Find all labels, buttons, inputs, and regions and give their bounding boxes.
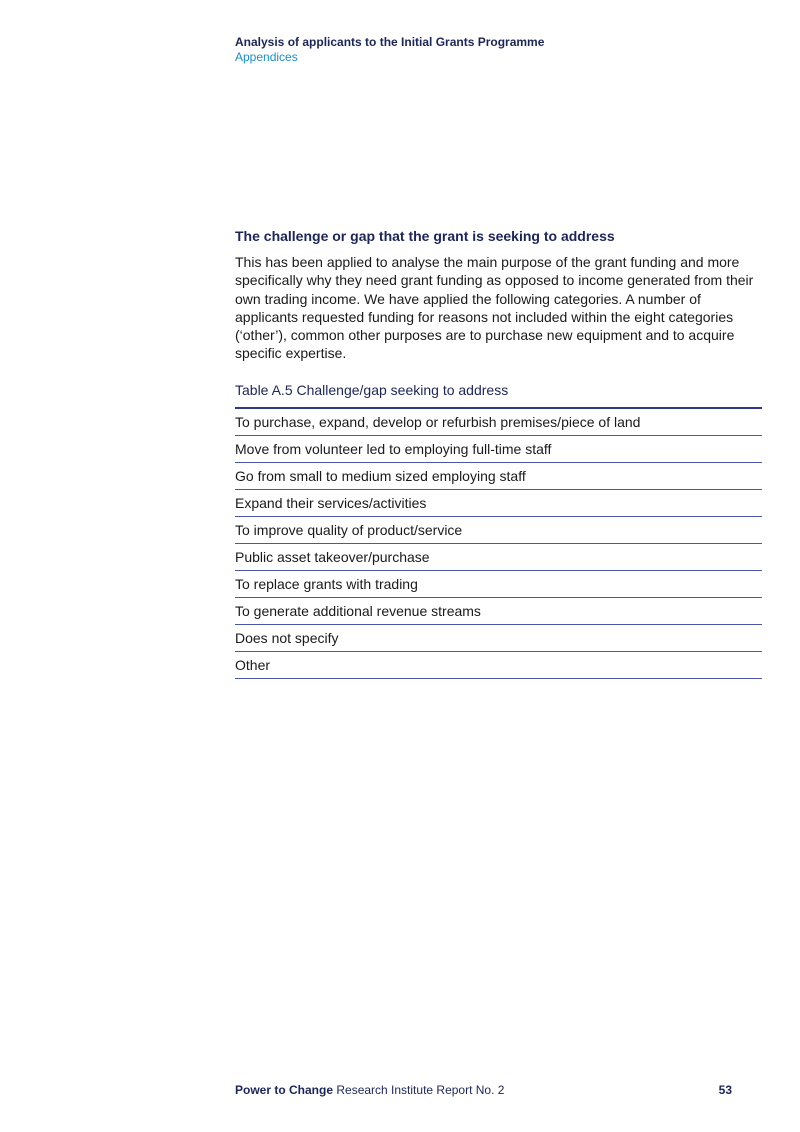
body-paragraph: This has been applied to analyse the main purpose of the grant funding and more specifically why they need grant funding as opposed to income generated from their own trading income. We have applied the following categories. A number of applicants requested funding for reasons not included within the eight categories (‘other’), common other purposes are to purchase new equipment and to acquire specific expertise. bbox=[235, 254, 754, 362]
footer-org: Power to Change bbox=[235, 1083, 334, 1097]
table-row: Other bbox=[235, 652, 762, 679]
table-row: Does not specify bbox=[235, 625, 762, 652]
main-content bbox=[235, 227, 762, 679]
challenge-table bbox=[235, 407, 762, 679]
table-row: To generate additional revenue streams bbox=[235, 598, 762, 625]
table-row: To replace grants with trading bbox=[235, 571, 762, 598]
table-row: Expand their services/activities bbox=[235, 490, 762, 517]
table-row: Go from small to medium sized employing staff bbox=[235, 463, 762, 490]
table-row: To purchase, expand, develop or refurbish premises/piece of land bbox=[235, 409, 762, 436]
document-title: Analysis of applicants to the Initial Grants Programme bbox=[235, 35, 545, 49]
section-label: Appendices bbox=[235, 50, 298, 64]
footer-report: Research Institute Report No. 2 bbox=[336, 1083, 505, 1097]
table-row: To improve quality of product/service bbox=[235, 517, 762, 544]
page-number: 53 bbox=[718, 1083, 732, 1097]
table-row: Public asset takeover/purchase bbox=[235, 544, 762, 571]
page-header bbox=[235, 35, 544, 65]
table-caption: Table A.5 Challenge/gap seeking to address bbox=[235, 381, 509, 398]
section-heading: The challenge or gap that the grant is seeking to address bbox=[235, 228, 615, 244]
page-footer bbox=[235, 1083, 732, 1098]
table-row: Move from volunteer led to employing full-time staff bbox=[235, 436, 762, 463]
